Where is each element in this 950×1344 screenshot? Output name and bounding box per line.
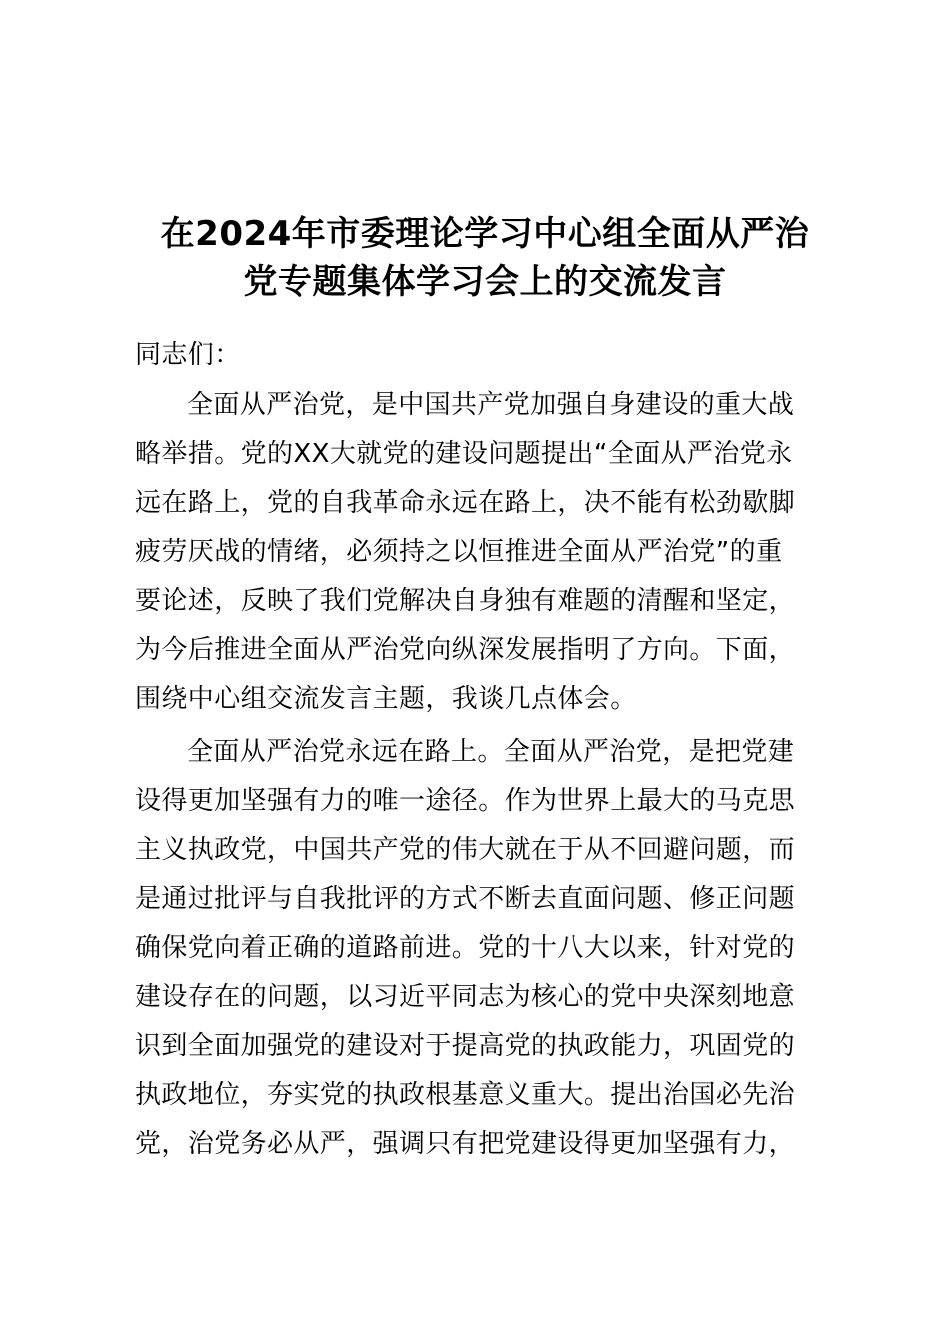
paragraph-line: 围绕中心组交流发言主题，我谈几点体会。 — [135, 684, 637, 714]
paragraph-line: 全面从严治党永远在路上。全面从严治党，是把党建 — [187, 737, 795, 767]
paragraph-line: 为今后推进全面从严治党向纵深发展指明了方向。下面， — [135, 635, 796, 665]
salutation: 同志们： — [135, 340, 241, 370]
paragraph-line: 全面从严治党，是中国共产党加强自身建设的重大战 — [187, 390, 795, 420]
paragraph-line: 主义执政党，中国共产党的伟大就在于从不回避问题，而 — [135, 835, 796, 865]
paragraph-line: 是通过批评与自我批评的方式不断去直面问题、修正问题 — [135, 884, 796, 914]
document-title-line-2: 党专题集体学习会上的交流发言 — [243, 262, 727, 302]
paragraph-line: 设得更加坚强有力的唯一途径。作为世界上最大的马克思 — [135, 786, 796, 816]
paragraph-line: 略举措。党的XX大就党的建设问题提出“全面从严治党永 — [135, 439, 793, 469]
document-title-line-1: 在2024年市委理论学习中心组全面从严治 — [160, 214, 810, 254]
paragraph-line: 要论述，反映了我们党解决自身独有难题的清醒和坚定， — [135, 586, 796, 616]
paragraph-line: 远在路上，党的自我革命永远在路上，决不能有松劲歇脚 — [135, 488, 796, 518]
paragraph-line: 确保党向着正确的道路前进。党的十八大以来，针对党的 — [135, 933, 796, 963]
paragraph-line: 执政地位，夯实党的执政根基意义重大。提出治国必先治 — [135, 1080, 796, 1110]
paragraph-line: 党，治党务必从严，强调只有把党建设得更加坚强有力， — [135, 1129, 796, 1159]
paragraph-line: 识到全面加强党的建设对于提高党的执政能力，巩固党的 — [135, 1031, 796, 1061]
paragraph-line: 建设存在的问题，以习近平同志为核心的党中央深刻地意 — [135, 982, 796, 1012]
paragraph-line: 疲劳厌战的情绪，必须持之以恒推进全面从严治党”的重 — [135, 537, 783, 567]
